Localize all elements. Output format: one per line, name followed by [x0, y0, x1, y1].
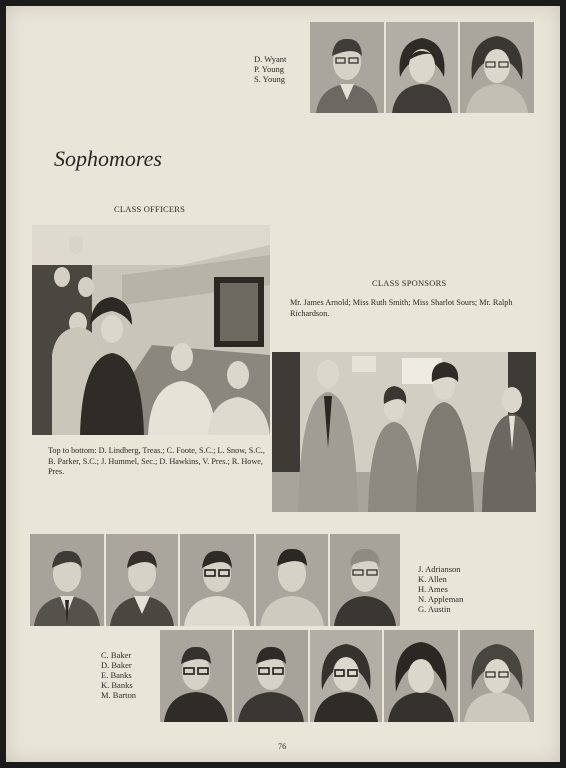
sponsors-photo [272, 352, 536, 512]
page-number: 76 [278, 742, 287, 751]
name-label: D. Wyant [254, 54, 287, 64]
name-label: N. Appleman [418, 594, 464, 604]
portrait-photo [160, 630, 232, 722]
sponsors-caption: Mr. James Arnold; Miss Ruth Smith; Miss Sharlot Sours; Mr. Ralph Richardson. [290, 298, 513, 318]
name-label: M. Barton [101, 690, 136, 700]
portrait-photo [30, 534, 104, 626]
name-label: G. Austin [418, 604, 451, 614]
officers-caption: Top to bottom: D. Lindberg, Treas.; C. Foote, S.C.; L. Snow, S.C., B. Parker, S.C.; J. Hummel, Sec.; D. Hawkins, V. Pres.; R. Howe, Pres. [48, 446, 265, 476]
portrait-photo [310, 22, 384, 113]
portrait-photo [310, 630, 382, 722]
name-label: C. Baker [101, 650, 132, 660]
officers-label: CLASS OFFICERS [114, 204, 186, 214]
portrait-photo [234, 630, 308, 722]
name-label: K. Allen [418, 574, 447, 584]
portrait-photo [330, 534, 400, 626]
row1-names [418, 564, 463, 614]
portrait-photo [460, 630, 534, 722]
section-title: Sophomores [54, 146, 162, 171]
sponsors-label: CLASS SPONSORS [372, 278, 447, 288]
top-names [254, 54, 286, 84]
name-label: E. Banks [101, 670, 132, 680]
portrait-photo [256, 534, 328, 626]
yearbook-page [6, 6, 560, 762]
portrait-photo [384, 630, 458, 722]
portrait-photo [180, 534, 254, 626]
officers-photo [32, 225, 270, 435]
name-label: J. Adrianson [418, 564, 461, 574]
name-label: K. Banks [101, 680, 133, 690]
portrait-photo [460, 22, 534, 113]
name-label: D. Baker [101, 660, 132, 670]
name-label: P. Young [254, 64, 285, 74]
name-label: H. Ames [418, 584, 448, 594]
portrait-photo [106, 534, 178, 626]
portrait-photo [386, 22, 458, 113]
name-label: S. Young [254, 74, 285, 84]
row2-names [101, 650, 136, 700]
